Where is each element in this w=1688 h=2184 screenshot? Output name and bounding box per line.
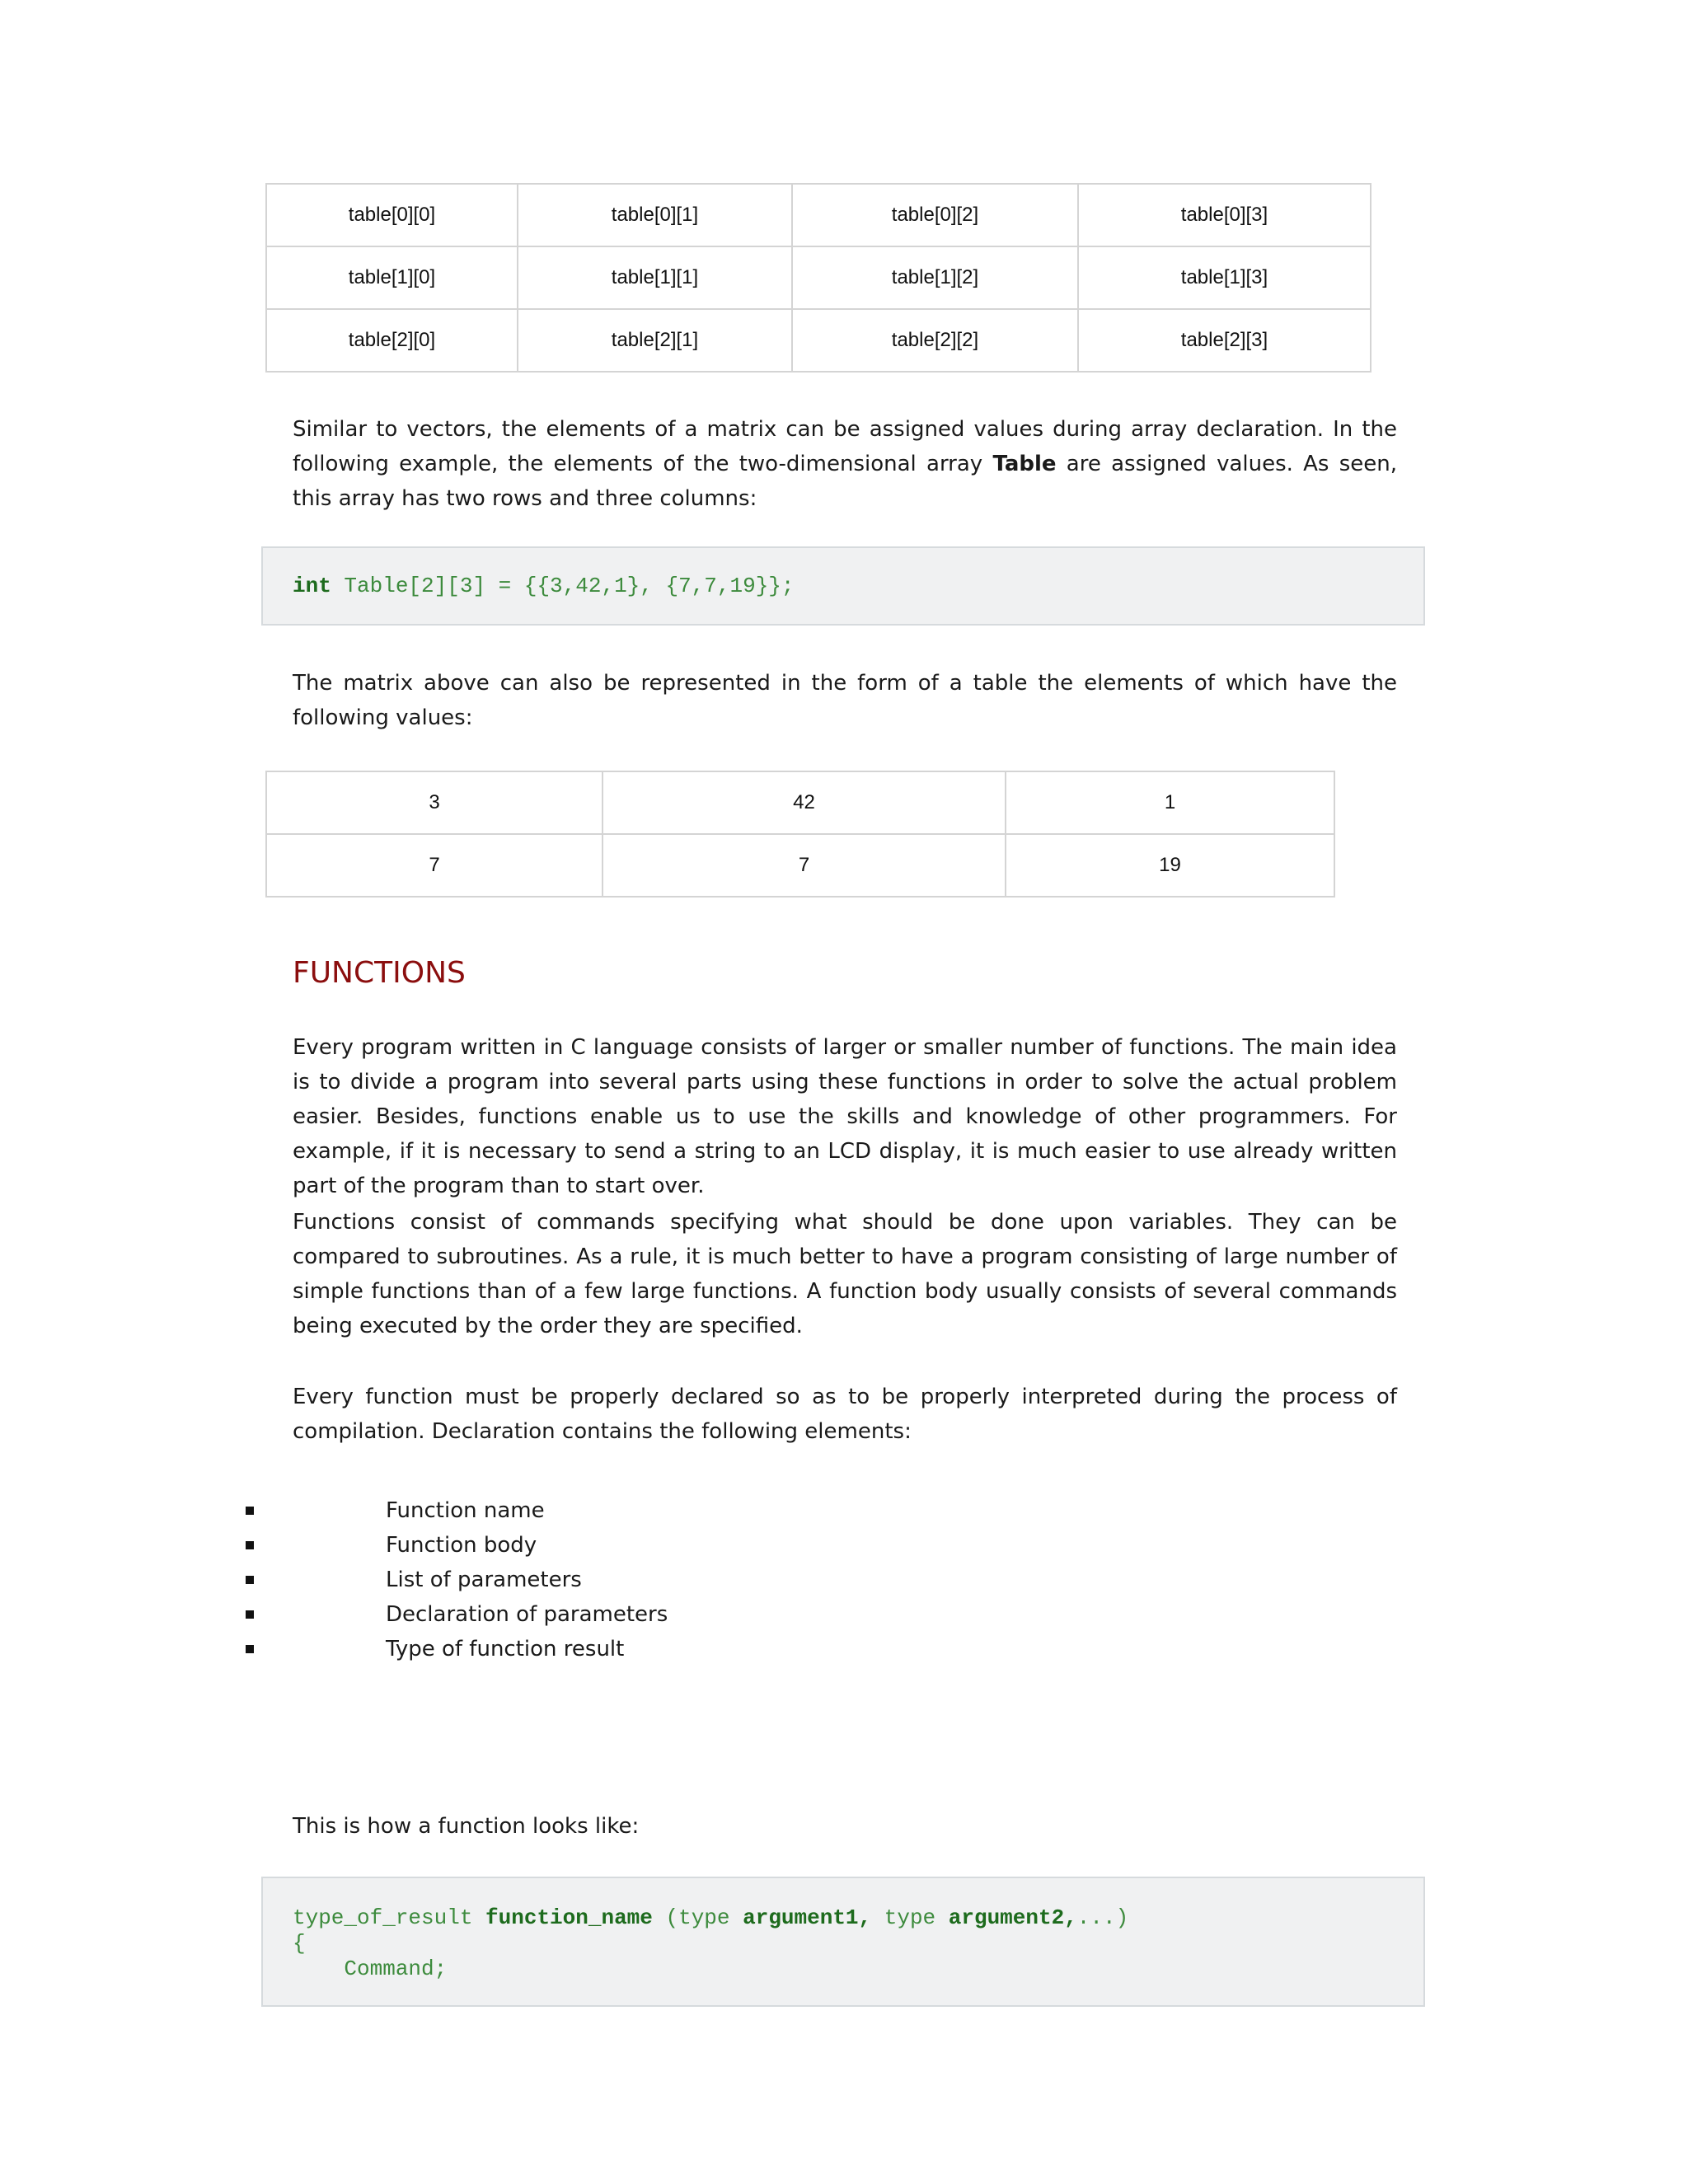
- code-text: ...): [1076, 1905, 1129, 1930]
- table-cell: table[1][1]: [518, 246, 792, 309]
- table-cell: 7: [266, 834, 603, 897]
- code-block-array-init: [261, 546, 1425, 626]
- functions-intro-paragraph: Every program written in C language consists of larger or smaller number of functions. The main idea is to divide a program into several parts using these functions in order to solve the actual problem easier. Besides, functions enable us to use the skills and knowledge of other programmers. For example, if it is necessary to send a string to an LCD display, it is much easier to use already written part of the program than to start over.: [293, 1035, 1397, 1198]
- square-bullet-icon: [246, 1645, 254, 1653]
- paragraph-text: are assigned values. As seen, this array has two rows and three columns:: [293, 452, 1398, 511]
- square-bullet-icon: [246, 1610, 254, 1619]
- function-looks-paragraph: This is how a function looks like:: [293, 1814, 640, 1839]
- matrix-init-paragraph: [293, 412, 1397, 516]
- code-text: Command;: [293, 1957, 448, 1981]
- table-cell: table[1][3]: [1078, 246, 1371, 309]
- table-cell: table[0][2]: [792, 184, 1078, 246]
- table-cell: table[2][0]: [266, 309, 518, 372]
- code-keyword: argument2,: [948, 1905, 1077, 1930]
- code-block-function-template: [261, 1877, 1425, 2007]
- table-cell: 7: [603, 834, 1006, 897]
- table-row: [266, 771, 1334, 834]
- declaration-paragraph: Every function must be properly declared so as to be properly interpreted during the process of compilation. Declaration contains the following elements:: [293, 1385, 1397, 1444]
- table-cell: table[2][3]: [1078, 309, 1371, 372]
- table-row: [266, 184, 1371, 246]
- functions-commands-paragraph: Functions consist of commands specifying what should be done upon variables. They can be compared to subroutines. As a rule, it is much better to have a program consisting of large number of simple functions than of a few large functions. A function body usually consists of several commands being executed by the order they are specified.: [293, 1210, 1397, 1338]
- table-cell: 42: [603, 771, 1006, 834]
- table-cell: table[2][1]: [518, 309, 792, 372]
- table-cell: 3: [266, 771, 603, 834]
- index-table: [265, 183, 1372, 373]
- paragraph-text: Similar to vectors, the elements of a matrix can be assigned values during array declaration. In the following example, the elements of the two-dimensional array: [293, 417, 1397, 476]
- square-bullet-icon: [246, 1507, 254, 1515]
- code-keyword: int: [293, 574, 331, 598]
- table-cell: table[1][0]: [266, 246, 518, 309]
- matrix-table-paragraph: The matrix above can also be represented in the form of a table the elements of which have the following values:: [293, 671, 1397, 730]
- array-name-bold: Table: [992, 452, 1057, 476]
- table-cell: 19: [1006, 834, 1334, 897]
- code-text: type_of_result: [293, 1905, 486, 1930]
- code-keyword: function_name: [485, 1905, 653, 1930]
- section-heading: FUNCTIONS: [293, 956, 466, 990]
- table-row: [266, 246, 1371, 309]
- code-text: (type: [652, 1905, 743, 1930]
- table-cell: table[0][3]: [1078, 184, 1371, 246]
- document-page: table[0][0] table[0][1] table[0][2] table[0][3] table[1][0] table[1][1] table[1][2] table[1][3] table[2][0] table[2][1] table[2][2] table[2][3] Similar to vectors, the elements of a matrix can be assigned values during array declaration. In the following example, the elements of the two-dimensional array Table are assigned values. As seen, this array has two rows and three columns: int Table[2][3] = {{3,42,1}, {7,7,19}}; The matrix above can also be represented in the form of a table the elements of which have the following values: 3 42 1 7 7 19 FUNCTIONS Every program written in C language consists of larger or smaller number of functions. The main idea is to divide a program into several parts using these functions in order to solve the actual problem easier. Besides, functions enable us to use the skills and knowledge of other programmers. For example, if it is necessary to send a string to an LCD display, it is much easier to use already written part of the program than to start over. Functions consist of commands specifying what should be done upon variables. They can be compared to subroutines. As a rule, it is much better to have a program consisting of large number of simple functions than of a few large functions. A function body usually consists of several commands being executed by the order they are specified. Every function must be properly declared so as to be properly interpreted during the process of compilation. Declaration contains the following elements: Function name Function body List of parameters Declaration of parameters Type of function result This is how a function looks like: type_of_result function_name (type argument1, type argument2,...) { Command;: [0, 0, 1688, 2184]
- table-cell: 1: [1006, 771, 1334, 834]
- square-bullet-icon: [246, 1541, 254, 1549]
- table-cell: table[2][2]: [792, 309, 1078, 372]
- table-cell: table[1][2]: [792, 246, 1078, 309]
- values-table: [265, 771, 1335, 898]
- table-cell: table[0][0]: [266, 184, 518, 246]
- code-keyword: argument1,: [743, 1905, 872, 1930]
- table-row: [266, 309, 1371, 372]
- code-text: type: [871, 1905, 949, 1930]
- code-text: {: [293, 1931, 306, 1956]
- square-bullet-icon: [246, 1576, 254, 1584]
- table-row: [266, 834, 1334, 897]
- code-text: Table[2][3] = {{3,42,1}, {7,7,19}};: [331, 574, 795, 598]
- table-cell: table[0][1]: [518, 184, 792, 246]
